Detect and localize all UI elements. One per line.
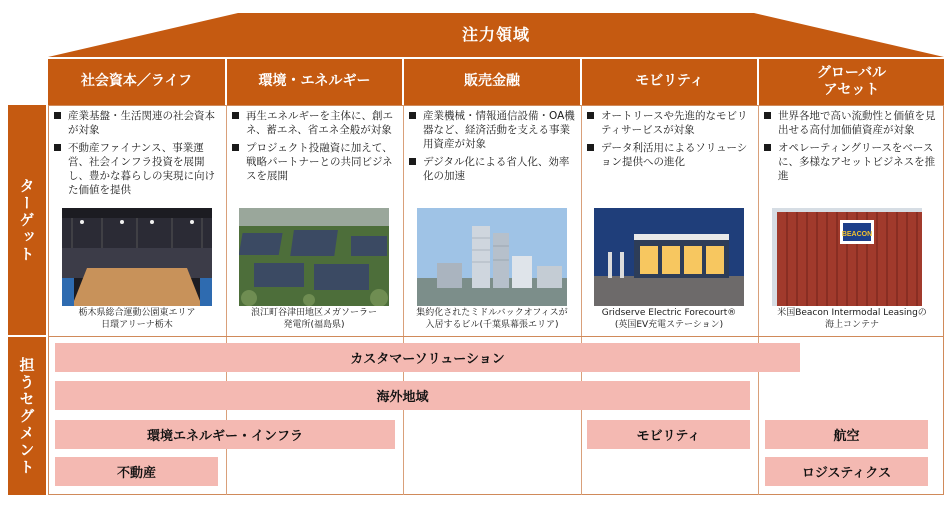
bullet-item: オペレーティングリースをベースに、多様なアセットビジネスを推進 [762,141,942,183]
bullet-item: 産業基盤・生活関連の社会資本が対象 [52,109,224,137]
bullet-item: 不動産ファイナンス、事業運営、社会インフラ投資を展開し、豊かな暮らしの実現に向けた価値を提供 [52,141,224,197]
photo-caption-mobility: Gridserve Electric Forecourt® (英国EV充電ステーション) [601,308,737,330]
target-bullets-energy [230,109,400,187]
container-logo-text: BEACON [841,231,873,238]
column-header-global: グローバル アセット [759,59,944,105]
bullet-item: プロジェクト投融資に加えて、戦略パートナーとの共同ビジネスを展開 [230,141,400,183]
target-bullets-mobility [585,109,755,173]
column-header-energy: 環境・エネルギー [227,59,402,105]
ev-station-icon [594,208,744,306]
column-header-mobility: モビリティ [582,59,757,105]
segment-env-energy-infra: 環境エネルギー・インフラ [55,420,395,449]
photo-caption-energy: 浪江町谷津田地区メガソーラー 発電所(福島県) [250,308,377,330]
bullet-item: データ利活用によるソリューション提供への進化 [585,141,755,169]
target-bullets-global [762,109,942,187]
divider [758,105,759,495]
side-label-segment: 担うセグメント [8,337,46,495]
column-header-sales: 販売金融 [404,59,580,105]
target-bullets-social [52,109,224,201]
bullet-item: 産業機械・情報通信設備・OA機器など、経済活動を支える事業用資産が対象 [407,109,579,151]
side-label-target: ターゲット [8,105,46,335]
segment-logistics: ロジスティクス [765,457,928,486]
segment-overseas: 海外地域 [55,381,750,410]
divider [48,336,944,337]
segment-real-estate: 不動産 [55,457,218,486]
bullet-item: 再生エネルギーを主体に、創エネ、蓄エネ、省エネ全般が対象 [230,109,400,137]
container-icon [772,208,922,306]
segment-mobility: モビリティ [587,420,750,449]
bullet-item: オートリースや先進的なモビリティサービスが対象 [585,109,755,137]
bullet-item: 世界各地で高い流動性と価値を見出せる高付加価値資産が対象 [762,109,942,137]
photo-caption-sales: 集約化されたミドルバックオフィスが 入居するビル(千葉県幕張エリア) [416,308,568,330]
photo-caption-global: 米国Beacon Intermodal Leasingの 海上コンテナ [777,308,927,330]
focus-area-title: 注力領域 [461,25,530,44]
divider [581,105,582,495]
photo-caption-social: 栃木県総合運動公園東エリア 日環アリーナ栃木 [78,308,196,330]
bullet-item: デジタル化による省人化、効率化の加速 [407,155,579,183]
segment-aviation: 航空 [765,420,928,449]
column-header-social: 社会資本／ライフ [48,59,225,105]
target-bullets-sales [407,109,579,187]
solar-farm-icon [239,208,389,306]
office-building-icon [417,208,567,306]
arena-icon [62,208,212,306]
divider [403,105,404,495]
segment-customer-solution: カスタマーソリューション [55,343,800,372]
